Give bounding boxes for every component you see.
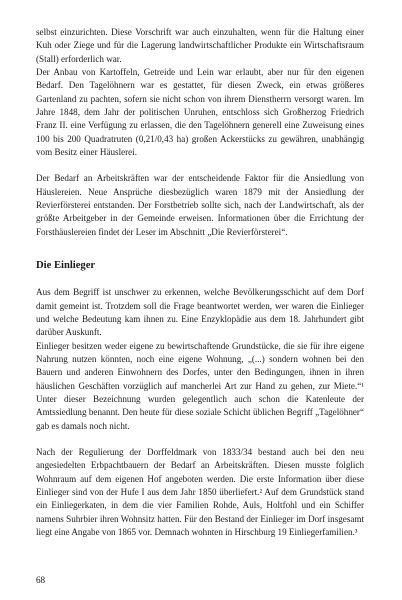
paragraph: selbst einzurichten. Diese Vorschrift war auch einzuhalten, wenn für die Haltung einer Kuh oder Ziege und für die Lagerung landwirtschaftlicher Produkte ein Wirtschaftsraum (Stall) erforderlich war.: [36, 27, 364, 64]
paragraph: Nach der Regulierung der Dorffeldmark von 1833/34 bestand auch bei den neu angesiedelten Erbpachtbauern der Bedarf an Arbeitskräften. Diesen musste folglich Wohnraum auf dem eigenen Hof angeboten werden. Die erste Information über diese Einlieger sind von der Hufe I aus dem Jahr 1850 überliefert.² Auf dem Grundstück stand ein Einliegerkaten, in dem die vier Familien Rohde, Auls, Holtfohl und ein Schiffer namens Suhrbier ihren Wohnsitz hatten. Für den Bestand der Einlieger im Dorf insgesamt liegt eine Angabe von 1865 vor. Demnach wohnten in Hirschburg 19 Einliegerfamilien.³: [36, 446, 364, 537]
paragraph: Aus dem Begriff ist unschwer zu erkennen, welche Bevölkerungsschicht auf dem Dorf damit gemeint ist. Trotzdem soll die Frage beantwortet werden, wer waren die Einlieger und welche Bedeutung kam ihnen zu. Eine Enzyklopädie aus dem 18. Jahrhundert gibt darüber Auskunft.: [36, 287, 364, 338]
paragraph: Der Bedarf an Arbeitskräften war der entscheidende Faktor für die Ansiedlung von Häuslereien. Neue Ansprüche diesbezüglich waren 1879 mit der Ansiedlung der Revierförsterei entstanden. Der Forstbetrieb sollte sich, nach der Landwirtschaft, als der größte Arbeitgeber in der Gemeinde erweisen. Informationen über die Errichtung der Forsthäuslereien findet der Leser im Abschnitt „Die Revierförsterei“.: [36, 173, 364, 237]
page-number: 68: [36, 575, 46, 585]
text-column: [36, 26, 364, 539]
paragraph: Einlieger besitzen weder eigene zu bewirtschaftende Grundstücke, die sie für ihre eigene Nahrung nutzen könnten, noch eine eigene Wohnung, „(...) sondern wohnen bei den Bauern und anderen Einwohnern des Dorfes, unter den Bedingungen, ihnen in ihren häuslichen Geschäften vorzüglich auf mancherlei Art zur Hand zu gehen, zur Miete.“¹ Unter dieser Bezeichnung wurden gelegentlich auch schon die Katenleute der Amtssiedlung benannt. Den heute für diese soziale Schicht üblichen Begriff „Tagelöhner“ gab es damals noch nicht.: [36, 340, 364, 431]
section-heading: Die Einlieger: [36, 260, 96, 272]
paragraph: Der Anbau von Kartoffeln, Getreide und Lein war erlaubt, aber nur für den eigenen Bedarf. Den Tagelöhnern war es gestattet, für diesen Zweck, ein etwas größeres Gartenland zu pachten, sofern sie nicht schon von ihrem Dienstherrn versorgt waren. Im Jahre 1848, dem Jahr der politischen Unruhen, entschloss sich Großherzog Friedrich Franz II. eine Verfügung zu erlassen, die den Tagelöhnern generell eine Zuweisung eines 100 bis 200 Quadratruten (0,21/0,43 ha) großen Ackerstücks zu gewähren, unabhängig vom Besitz einer Häuslerei.: [36, 67, 364, 158]
